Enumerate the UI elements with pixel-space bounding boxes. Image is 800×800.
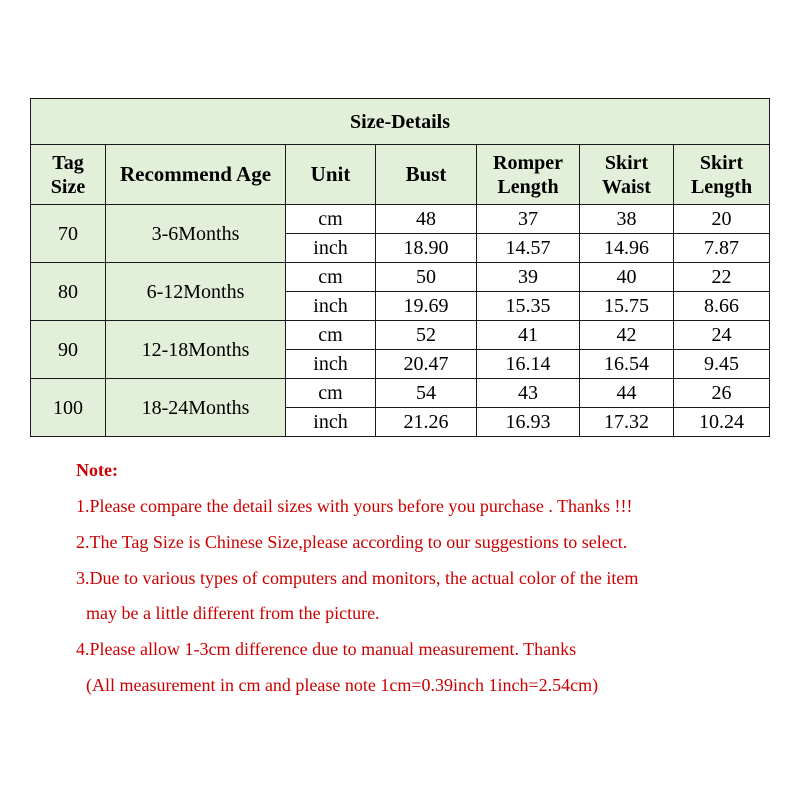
bust-cell: 54 xyxy=(376,379,477,408)
skirt-length-cell: 22 xyxy=(674,263,770,292)
header-bust: Bust xyxy=(376,145,477,205)
table-row xyxy=(31,263,770,292)
romper-length-cell: 39 xyxy=(477,263,580,292)
skirt-waist-cell: 16.54 xyxy=(580,350,674,379)
header-skirt-waist: Skirt Waist xyxy=(580,145,674,205)
unit-cell: cm xyxy=(286,321,376,350)
bust-cell: 21.26 xyxy=(376,408,477,437)
romper-length-cell: 43 xyxy=(477,379,580,408)
skirt-waist-cell: 42 xyxy=(580,321,674,350)
header-unit: Unit xyxy=(286,145,376,205)
romper-length-cell: 14.57 xyxy=(477,234,580,263)
bust-cell: 50 xyxy=(376,263,477,292)
table-row xyxy=(31,379,770,408)
unit-cell: inch xyxy=(286,234,376,263)
table-title-row xyxy=(31,99,770,145)
note-line-2: 2.The Tag Size is Chinese Size,please according to our suggestions to select. xyxy=(76,532,628,552)
table-row xyxy=(31,321,770,350)
skirt-waist-cell: 15.75 xyxy=(580,292,674,321)
recommend-age-cell: 3-6Months xyxy=(106,205,286,263)
note-line-3: 3.Due to various types of computers and monitors, the actual color of the item xyxy=(76,568,639,588)
skirt-waist-cell: 14.96 xyxy=(580,234,674,263)
note-title: Note: xyxy=(76,460,118,480)
skirt-length-cell: 8.66 xyxy=(674,292,770,321)
note-line-3-cont: may be a little different from the picture. xyxy=(86,603,380,623)
recommend-age-cell: 18-24Months xyxy=(106,379,286,437)
bust-cell: 19.69 xyxy=(376,292,477,321)
tag-size-cell: 70 xyxy=(31,205,106,263)
romper-length-cell: 15.35 xyxy=(477,292,580,321)
recommend-age-cell: 6-12Months xyxy=(106,263,286,321)
romper-length-cell: 16.14 xyxy=(477,350,580,379)
header-romper-length: Romper Length xyxy=(477,145,580,205)
unit-cell: cm xyxy=(286,205,376,234)
skirt-waist-cell: 38 xyxy=(580,205,674,234)
skirt-waist-cell: 44 xyxy=(580,379,674,408)
skirt-length-cell: 10.24 xyxy=(674,408,770,437)
unit-cell: inch xyxy=(286,292,376,321)
tag-size-cell: 100 xyxy=(31,379,106,437)
size-details-table xyxy=(30,98,770,437)
recommend-age-cell: 12-18Months xyxy=(106,321,286,379)
header-recommend-age: Recommend Age xyxy=(106,145,286,205)
bust-cell: 18.90 xyxy=(376,234,477,263)
skirt-waist-cell: 40 xyxy=(580,263,674,292)
romper-length-cell: 16.93 xyxy=(477,408,580,437)
note-line-4: 4.Please allow 1-3cm difference due to manual measurement. Thanks xyxy=(76,639,577,659)
header-skirt-length: Skirt Length xyxy=(674,145,770,205)
tag-size-cell: 90 xyxy=(31,321,106,379)
unit-cell: inch xyxy=(286,408,376,437)
romper-length-cell: 41 xyxy=(477,321,580,350)
table-row xyxy=(31,205,770,234)
table-header-row xyxy=(31,145,770,205)
skirt-length-cell: 20 xyxy=(674,205,770,234)
unit-cell: cm xyxy=(286,379,376,408)
unit-cell: inch xyxy=(286,350,376,379)
romper-length-cell: 37 xyxy=(477,205,580,234)
skirt-length-cell: 9.45 xyxy=(674,350,770,379)
skirt-length-cell: 7.87 xyxy=(674,234,770,263)
note-line-4-cont: (All measurement in cm and please note 1cm=0.39inch 1inch=2.54cm) xyxy=(86,675,599,695)
bust-cell: 48 xyxy=(376,205,477,234)
tag-size-cell: 80 xyxy=(31,263,106,321)
bust-cell: 52 xyxy=(376,321,477,350)
table-title: Size-Details xyxy=(31,99,770,145)
skirt-length-cell: 24 xyxy=(674,321,770,350)
note-line-1: 1.Please compare the detail sizes with yours before you purchase . Thanks !!! xyxy=(76,496,633,516)
skirt-length-cell: 26 xyxy=(674,379,770,408)
skirt-waist-cell: 17.32 xyxy=(580,408,674,437)
unit-cell: cm xyxy=(286,263,376,292)
bust-cell: 20.47 xyxy=(376,350,477,379)
header-tag-size: Tag Size xyxy=(31,145,106,205)
